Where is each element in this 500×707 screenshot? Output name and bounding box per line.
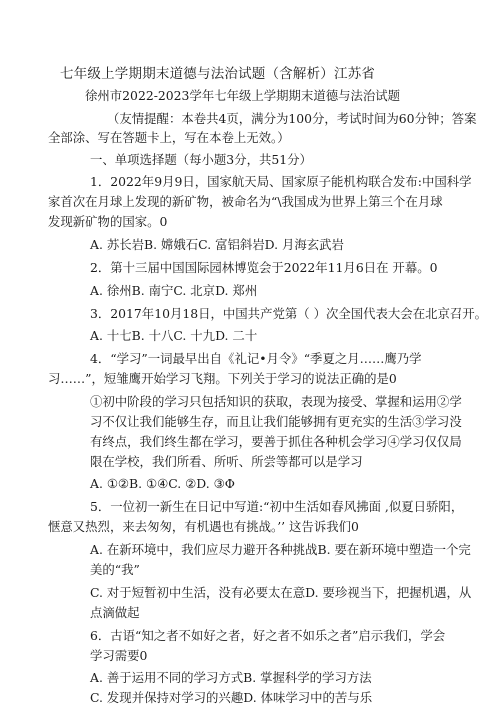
q1-line-3: 发现新矿物的国家。0 [48,214,168,229]
document-subtitle: 徐州市2022-2023学年七年级上学期期末道德与法治试题 [85,88,401,103]
q6-option-a: A. 善于运用不同的学习方式B. 掌握科学的学习方法 [90,670,372,685]
q6-line-1: 6．古语“知之者不如好之者，好之者不如乐之者”启示我们，学会 [90,628,446,643]
notice-line-1: （友情提醒：本卷共4页，满分为100分，考试时间为60分钟；答案 [107,111,477,126]
notice-line-2: 全部涂、写在答题卡上，写在本卷上无效。） [48,130,290,145]
q2-options: A. 徐州B. 南宁C. 北京D. 郑州 [90,283,258,298]
q2-line-1: 2．第十三届中国国际园林博览会于2022年11月6日在 开幕。0 [90,260,438,275]
q5-line-1: 5．一位初一新生在日记中写道:“初中生活如春风拂面 ,似夏日骄阳， [90,499,464,514]
q5-option-c-line-1: C. 对于短暂初中生活，没有必要太在意D. 要珍视当下，把握机遇，从 [90,585,472,600]
q3-line-1: 3．2017年10月18日，中国共产党第（ ）次全国代表大会在北京召开。 [90,306,488,321]
q3-options: A. 十七B. 十八C. 十九D. 二十 [90,328,258,343]
q5-line-2: 惬意又热烈，来去匆匆，有机遇也有挑战。’’ 这告诉我们0 [48,519,359,534]
q4-line-3: ①初中阶段的学习只包括知识的获取，表现为接受、掌握和运用②学 [90,394,462,409]
q5-option-c-line-2: 点滴做起 [90,605,140,620]
q1-options: A. 苏长岩B. 嫦娥石C. 富铝斜岩D. 月海玄武岩 [90,237,344,252]
q4-line-6: 限在学校，我们所看、所听、所尝等都可以是学习 [90,454,363,469]
q4-options: A. ①②B. ①④C. ②D. ③Φ [90,476,235,491]
q1-line-2: 家首次在月球上发现的新矿物，被命名为“\我国成为世界上第三个在月球 [48,194,443,209]
section-heading: 一、单项选择题（每小题3分，共51分） [90,152,312,167]
q6-line-2: 学习需要0 [90,648,148,663]
q4-line-2: 习……”，短雏鹰开始学习飞翔。下列关于学习的说法正确的是0 [48,371,397,386]
q4-line-5: 有终点，我们终生都在学习，要善于抓住各种机会学习④学习仅仅局 [90,434,462,449]
document-title: 七年级上学期期末道德与法治试题（含解析）江苏省 [60,66,376,82]
q5-option-a-line-2: 美的“我” [90,562,140,577]
q1-line-1: 1．2022年9月9日，国家航天局、国家原子能机构联合发布:中国科学 [90,174,472,189]
q4-line-4: 习不仅让我们能够生存，而且让我们能够拥有更充实的生活③学习没 [90,414,462,429]
q4-line-1: 4．“学习”一词最早出自《礼记•月令》“季夏之月……鹰乃学 [90,351,422,366]
q5-option-a-line-1: A. 在新环境中，我们应尽力避开各种挑战B. 要在新环境中塑造一个完 [90,542,471,557]
q6-option-c: C. 发现并保持对学习的兴趣D. 体味学习中的苦与乐 [90,690,373,705]
